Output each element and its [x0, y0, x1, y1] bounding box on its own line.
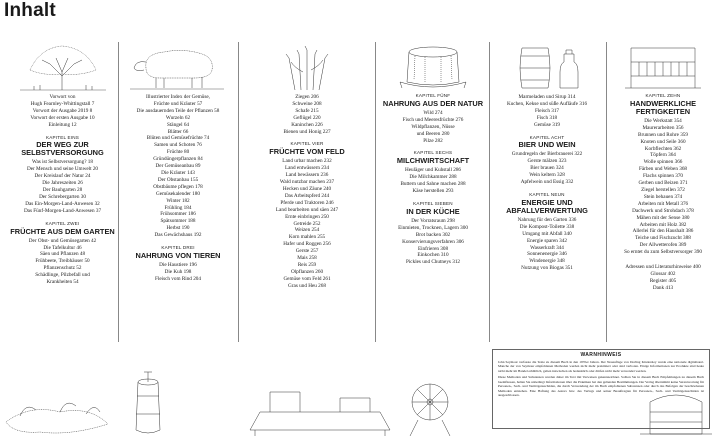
toc-entry[interactable]: Korn mahlen 255: [288, 234, 326, 241]
toc-entry[interactable]: Krankheiten 54: [46, 279, 79, 286]
toc-entry[interactable]: Die Werkstatt 354: [644, 117, 682, 124]
chapter-label: KAPITEL SECHS: [413, 150, 453, 156]
toc-entry[interactable]: Marmeladen und Sirup 314: [518, 94, 576, 100]
mill-illustration: [250, 392, 390, 436]
toc-entry[interactable]: Vorwort der Ausgabe 2019 8: [32, 107, 93, 114]
toc-entry[interactable]: Wild 274: [423, 109, 443, 116]
toc-entry[interactable]: Adressen und Literaturhinweise 400: [625, 264, 701, 271]
toc-entry[interactable]: Winter 182: [166, 197, 190, 204]
toc-entry[interactable]: Blüten und Gemüsefrüchte 74: [146, 135, 210, 142]
warning-title: WARNHINWEIS: [580, 352, 622, 358]
toc-entry[interactable]: Bienen und Honig 227: [283, 128, 331, 135]
chapter-entries: [10, 159, 115, 214]
toc-entry[interactable]: Ziegen 206: [295, 94, 319, 100]
toc-entry[interactable]: Glossar 402: [650, 270, 676, 277]
toc-entry[interactable]: Der Mensch und seine Umwelt 20: [26, 166, 99, 173]
toc-entry[interactable]: Pickles und Chutneys 312: [405, 259, 461, 266]
toc-entry[interactable]: Energie sparen 342: [527, 237, 567, 244]
column-divider: [606, 42, 607, 342]
toc-entry[interactable]: Land bearbeiten und säen 247: [275, 206, 339, 213]
churn-illustration: [136, 372, 160, 433]
toc-entry[interactable]: Korbflechten 362: [644, 145, 682, 152]
toc-entry[interactable]: Schädlinge, Pilzbefall und: [35, 272, 90, 279]
warning-paragraph: John Seymour verfasste die Texte zu diesem Buch in den 1970er Jahren. Der Neuauflage von Dorling Kindersley wurde eine nationale digitalisiert. Manche der von Seymour empfohlenen Methoden werden nicht mehr praktiziert oder sind verboten. Einige Informationen zur Produkte sind heute nicht mehr im Handel erhältlich, gelten inzwischen als bedenklich oder dürfen nicht mehr verwendet werden.: [498, 359, 704, 373]
toc-column-5: [492, 42, 602, 272]
toc-entry[interactable]: Wein keltern 328: [529, 172, 565, 179]
spinning-wheel-illustration: [410, 384, 450, 436]
toc-entry[interactable]: Mais 258: [297, 255, 317, 262]
toc-column-1: [10, 42, 115, 286]
column-divider: [238, 42, 239, 342]
chapter-label: KAPITEL ZEHN: [645, 93, 681, 98]
tree-illustration: [10, 42, 115, 90]
toc-entry[interactable]: Gras und Heu 268: [288, 282, 326, 289]
toc-entry[interactable]: Wald nutzbar machen 237: [279, 179, 335, 186]
toc-column-6: [609, 42, 717, 292]
toc-entry[interactable]: Knoten und Seile 360: [640, 138, 686, 145]
chapter-title[interactable]: FRÜCHTE AUS DEM GARTEN: [10, 226, 115, 236]
toc-entry[interactable]: Ernte einbringen 250: [285, 213, 329, 220]
toc-entry[interactable]: Stängel 64: [166, 121, 190, 128]
toc-column-4: [380, 42, 486, 266]
toc-entry[interactable]: und Beeren 280: [416, 130, 450, 137]
toc-entry[interactable]: So erntet du zum Selbstversorger 390: [624, 249, 702, 256]
toc-entry[interactable]: Allerlei für den Haushalt 386: [632, 228, 694, 235]
sheep-illustration: [124, 42, 232, 90]
toc-entry[interactable]: Einmieten, Trocknen, Lagern 300: [398, 224, 468, 231]
toc-entry[interactable]: Pflanzenschutz 52: [43, 265, 82, 272]
toc-entry[interactable]: Umgang mit Abfall 340: [522, 230, 572, 237]
toc-entry[interactable]: Wurzeln 62: [165, 114, 191, 121]
chapter-title[interactable]: HANDWERKLICHE FERTIGKEITEN: [629, 98, 697, 116]
toc-entry[interactable]: Kaninchen 226: [291, 121, 323, 128]
toc-entry[interactable]: Bier brauen 324: [530, 165, 564, 172]
chapter-entries: [10, 238, 115, 286]
chapter-title[interactable]: IN DER KÜCHE: [406, 206, 460, 216]
chapter-label: KAPITEL EINS: [45, 134, 80, 140]
warning-notice: [492, 349, 710, 429]
toc-entry[interactable]: Dachwerk und Strohdach 378: [632, 207, 694, 214]
toc-entry[interactable]: Nutzung von Biogas 351: [521, 265, 573, 272]
toc-entry[interactable]: Stein behauen 374: [643, 193, 683, 200]
toc-entry[interactable]: Arbeiten mit Metall 376: [637, 200, 689, 207]
corn-illustration: [243, 42, 371, 90]
toc-entry[interactable]: Frühling 184: [164, 204, 192, 211]
toc-entry[interactable]: Die Tafelkultur 46: [43, 244, 82, 251]
toc-entry[interactable]: Maurerarbeiten 356: [642, 124, 684, 131]
toc-entry[interactable]: Arbeiten mit Holz 382: [639, 221, 687, 228]
toc-entry[interactable]: Ölpflanzen 260: [290, 268, 324, 275]
toc-entry[interactable]: Dank 413: [652, 284, 674, 291]
toc-entry[interactable]: Apfelwein und Essig 332: [520, 179, 574, 186]
chapter-label: KAPITEL NEUN: [529, 191, 565, 197]
toc-entry[interactable]: Brot backen 302: [415, 231, 451, 238]
toc-entry[interactable]: Mähen mit der Sense 380: [636, 214, 690, 221]
toc-entry[interactable]: Getreide 252: [293, 220, 321, 227]
column-divider: [375, 42, 376, 342]
toc-entry[interactable]: Wildpflanzen, Nüsse: [411, 123, 455, 130]
toc-entry[interactable]: Frühbeete, Treibhäuser 50: [35, 258, 90, 265]
toc-entry[interactable]: Fleisch 317: [534, 107, 560, 114]
toc-entry[interactable]: Gemüse 319: [533, 121, 561, 128]
toc-entry[interactable]: Blätter 66: [167, 128, 189, 135]
toc-entry[interactable]: Grundregeln der Bierbrauerei 322: [511, 151, 583, 158]
chapter-title[interactable]: NAHRUNG VON TIEREN: [135, 250, 221, 260]
toc-column-3: [243, 42, 371, 290]
chapter-title[interactable]: FRÜCHTE VOM FELD: [269, 147, 345, 157]
toc-entry[interactable]: Was ist Selbstversorgung? 18: [31, 159, 93, 166]
toc-entry[interactable]: Heuläger und Kuhstall 286: [404, 167, 462, 174]
toc-entry[interactable]: Gerste mälzen 323: [527, 158, 567, 165]
toc-entry[interactable]: Wolle spinnen 366: [643, 159, 683, 166]
toc-entry[interactable]: Land entwässern 234: [284, 165, 330, 172]
vegetables-illustration: [6, 403, 108, 433]
toc-entry[interactable]: Fleisch vom Rind 204: [155, 275, 201, 282]
toc-entry[interactable]: Land urbar machen 232: [282, 158, 332, 165]
toc-entry[interactable]: Säen und Pflanzen 48: [39, 251, 86, 258]
toc-entry[interactable]: Sonnenenergie 346: [527, 251, 567, 258]
toc-entry[interactable]: Gemüsekalender 180: [156, 190, 200, 197]
chapter-label: KAPITEL ACHT: [529, 134, 565, 140]
toc-entry[interactable]: Windenergie 348: [529, 258, 565, 265]
toc-entry[interactable]: Früchte 80: [166, 149, 190, 156]
toc-entry[interactable]: Wasserkraft 344: [530, 244, 564, 251]
toc-entry[interactable]: Frühsommer 186: [160, 211, 196, 218]
toc-entry[interactable]: Fisch und Meeresfrüchte 276: [402, 116, 464, 123]
chapter-title[interactable]: NAHRUNG AUS DER NATUR: [382, 98, 484, 108]
toc-entry[interactable]: Einkochen 310: [417, 252, 449, 259]
toc-entry[interactable]: Der Gemüseanbau 89: [155, 163, 201, 170]
toc-entry[interactable]: Schweine 208: [292, 100, 322, 107]
toc-entry[interactable]: Buttern und Sahne machen 288: [400, 181, 466, 188]
toc-entry[interactable]: Flachs spinnen 370: [642, 173, 684, 180]
barrel-illustration: [492, 42, 602, 90]
toc-entry[interactable]: Brunnen und Rohre 359: [638, 131, 688, 138]
toc-entry[interactable]: Einfrieren 308: [417, 245, 449, 252]
toc-entry[interactable]: Herbst 190: [166, 225, 190, 232]
toc-entry[interactable]: Das Ein-Morgen-Land-Anwesen 32: [25, 200, 100, 207]
toc-entry[interactable]: Der Obst- und Gemüsegarten 42: [28, 237, 97, 244]
toc-entry[interactable]: Der Allwetterofen 389: [639, 242, 687, 249]
toc-entry[interactable]: Der Vorratsraum 298: [411, 217, 455, 224]
loom-illustration: [609, 42, 717, 90]
chapter-label: KAPITEL DREI: [161, 245, 195, 251]
toc-entry[interactable]: Teiche und Fischzucht 388: [635, 235, 691, 242]
toc-entry[interactable]: Die Kompost-Toilette 338: [519, 223, 575, 230]
toc-entry[interactable]: Gründüngerpflanzen 84: [153, 156, 203, 163]
toc-entry[interactable]: Ziegel herstellen 372: [641, 186, 685, 193]
toc-entry[interactable]: Pferde und Traktoren 246: [280, 199, 334, 206]
toc-entry[interactable]: Spätsommer 188: [160, 218, 196, 225]
toc-entry[interactable]: Die ausdauernden Teile der Pflanzen 58: [136, 107, 220, 114]
toc-column-2: [124, 42, 232, 283]
toc-entry[interactable]: Land bewässern 236: [285, 172, 329, 179]
toc-entry[interactable]: Gemüse vom Feld 261: [283, 275, 331, 282]
toc-entry[interactable]: Die Haustiere 196: [159, 261, 197, 268]
toc-entry[interactable]: Kuchen, Kekse und süße Aufläufe 316: [506, 100, 588, 107]
warning-paragraph: Diese Methoden und Substanzen wurden daher im Text mit Verweisen gekennzeichnet. Sollten Sie in diesem Buch Empfehlungen zu diesem Buch beeinflussen, halten Sie unbedingt Informationen über die Praktiken bei den geltenden Bestimmungen. Der Verlag übernimmt keine Verantwortung für Personen-, Sach- und Vermögensschäden, die durch Verwendung der im Buch empfohlenen Substanzen oder durch das Befolgen der beschriebenen Methoden entstehen. Eine Haftung des Autors bzw. des Verlags und seiner Beauftragten für Personen-, Sach- und Vermögensschäden ist ausgeschlossen.: [498, 375, 704, 397]
toc-entry[interactable]: Schafe 215: [295, 107, 319, 114]
toc-entry[interactable]: Gerben und Beizen 371: [638, 180, 688, 187]
toc-entry[interactable]: Samen und Schoten 76: [154, 142, 202, 149]
toc-entry[interactable]: Register 405: [649, 277, 677, 284]
chapter-label: KAPITEL SIEBEN: [413, 200, 453, 206]
toc-entry[interactable]: Konservierungsverfahren 306: [402, 238, 464, 245]
chapter-label: KAPITEL FÜNF: [415, 93, 451, 98]
toc-entry[interactable]: Hecken und Zäune 240: [282, 185, 332, 192]
toc-entry[interactable]: Vorwort der ersten Ausgabe 10: [30, 114, 95, 121]
toc-entry[interactable]: Töpfern 364: [650, 152, 676, 159]
toc-entry[interactable]: Hafer und Roggen 256: [283, 241, 331, 248]
toc-entry[interactable]: Der Kreislauf der Natur 24: [34, 173, 91, 180]
toc-entry[interactable]: Der Obstanbau 155: [157, 176, 199, 183]
toc-entry[interactable]: Das Arbeitspferd 244: [284, 192, 330, 199]
toc-entry[interactable]: Früchte und Kräuter 57: [153, 100, 203, 107]
toc-entry[interactable]: Das Fünf-Morgen-Land-Anwesen 37: [23, 207, 102, 214]
chapter-label: KAPITEL ZWEI: [45, 220, 80, 226]
toc-entry[interactable]: Käse herstellen 293: [412, 188, 454, 195]
toc-entry[interactable]: Hugh Fearnley-Whittingstall 7: [30, 100, 95, 107]
toc-entry[interactable]: Geflügel 220: [293, 114, 321, 121]
toc-entry[interactable]: Reis 259: [297, 261, 317, 268]
toc-entry[interactable]: Nahrung für den Garten 336: [517, 216, 577, 223]
toc-entry[interactable]: Die Milchkammer 288: [409, 174, 457, 181]
toc-entry[interactable]: Gerste 257: [295, 248, 319, 255]
page-title: Inhalt: [4, 0, 56, 21]
toc-entry[interactable]: Einleitung 12: [48, 121, 77, 128]
toc-entry[interactable]: Der Bauhgarten 28: [42, 187, 83, 194]
toc-entry[interactable]: Weizen 254: [294, 227, 320, 234]
toc-entry[interactable]: Der Schrebergarten 30: [39, 193, 86, 200]
toc-entry[interactable]: Vorwort von: [49, 94, 76, 100]
column-divider: [118, 42, 119, 342]
front-matter-list: [10, 94, 115, 129]
toc-entry[interactable]: Färben und Weben 368: [638, 166, 688, 173]
chapter-title[interactable]: DER WEG ZUR SELBSTVERSORGUNG: [21, 140, 104, 158]
cheese-press-illustration: [380, 42, 486, 90]
toc-entry[interactable]: Illustrierter Index der Gemüse,: [146, 94, 210, 100]
toc-entry[interactable]: Die Kuh 198: [164, 268, 192, 275]
chapter-title[interactable]: MILCHWIRTSCHAFT: [396, 156, 470, 166]
toc-entry[interactable]: Fisch 318: [536, 114, 558, 121]
chapter-title[interactable]: ENERGIE UND ABFALLVERWERTUNG: [506, 197, 588, 215]
chapter-title[interactable]: BIER UND WEIN: [518, 140, 576, 150]
toc-entry[interactable]: Pilze 282: [423, 137, 443, 144]
toc-entry[interactable]: Das Gewächshaus 192: [154, 232, 202, 239]
toc-entry[interactable]: Die Kräuter 143: [161, 169, 195, 176]
toc-entry[interactable]: Die Jahreszeiten 26: [42, 180, 83, 187]
toc-entry[interactable]: Obstbäume pflegen 178: [153, 183, 203, 190]
chapter-label: KAPITEL VIER: [290, 141, 324, 147]
column-divider: [489, 42, 490, 342]
